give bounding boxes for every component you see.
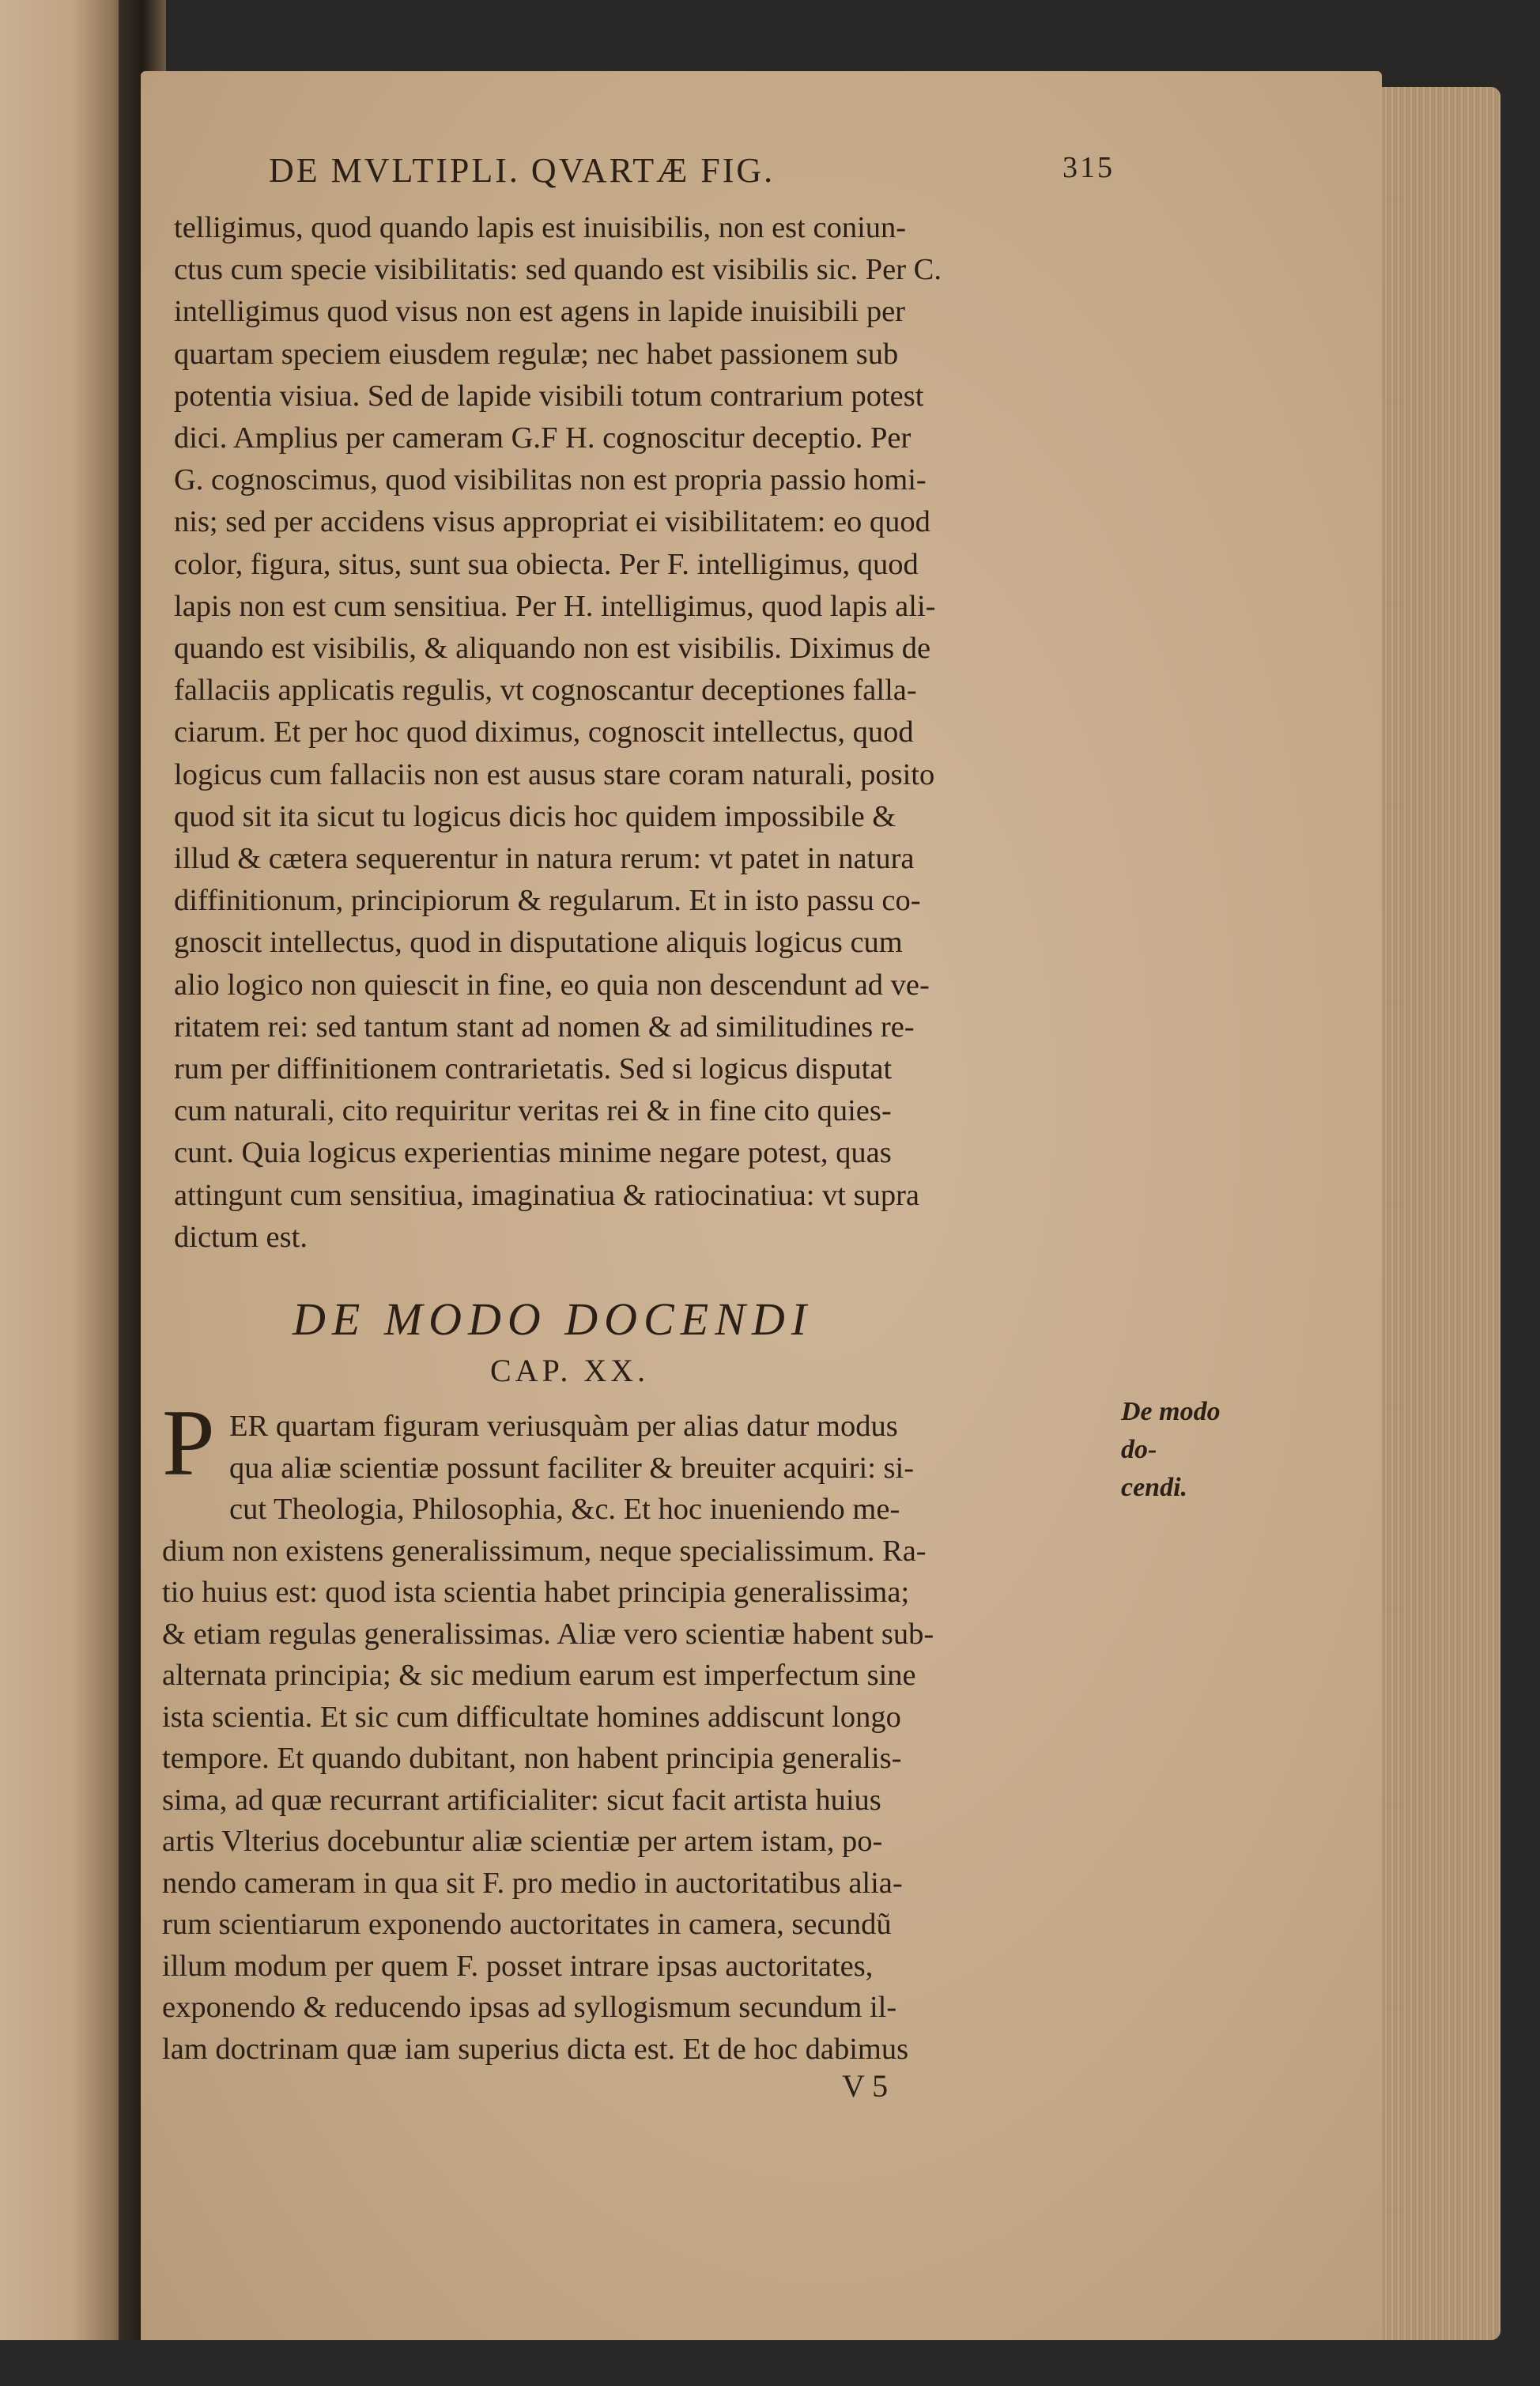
running-title: DE MVLTIPLI. QVARTÆ FIG. (269, 151, 776, 190)
text-line: quando est visibilis, & aliquando non est visibilis. Diximus de (174, 632, 931, 665)
text-line: ritatem rei: sed tantum stant ad nomen & ad similitudines re- (174, 1010, 915, 1044)
bottom-shadow (0, 2340, 1540, 2386)
text-line: fallaciis applicatis regulis, vt cognoscantur deceptiones falla- (174, 674, 917, 708)
text-line: nendo cameram in qua sit F. pro medio in auctoritatibus alia- (162, 1866, 903, 1900)
text-line: ctus cum specie visibilitatis: sed quando est visibilis sic. Per C. (174, 253, 942, 287)
text-line: tempore. Et quando dubitant, non habent principia generalis- (162, 1742, 902, 1775)
text-line: logicus cum fallaciis non est ausus stare coram naturali, posito (174, 757, 935, 791)
running-header (269, 150, 1115, 198)
text-line: gnoscit intellectus, quod in disputatione aliquis logicus cum (174, 926, 903, 960)
page-number: 315 (1063, 151, 1115, 184)
text-line: G. cognoscimus, quod visibilitas non est propria passio homi- (174, 463, 927, 497)
text-line: ista scientia. Et sic cum difficultate homines addiscunt longo (162, 1700, 901, 1734)
margin-note-line: De modo do- (1121, 1397, 1221, 1464)
chapter-title: DE MODO DOCENDI (293, 1293, 813, 1345)
text-line: quartam speciem eiusdem regulæ; nec habet passionem sub (174, 337, 899, 371)
text-line: intelligimus quod visus non est agens in lapide inuisibili per (174, 295, 905, 329)
text-line: & etiam regulas generalissimas. Aliæ vero scientiæ habent sub- (162, 1617, 934, 1651)
text-line: exponendo & reducendo ipsas ad syllogismum secundum il- (162, 1991, 897, 2024)
text-line: quod sit ita sicut tu logicus dicis hoc quidem impossibile & (174, 799, 896, 833)
text-line: cunt. Quia logicus experientias minime negare potest, quas (174, 1136, 892, 1170)
text-line: cum naturali, cito requiritur veritas rei & in fine cito quies- (174, 1094, 892, 1128)
text-line: qua aliæ scientiæ possunt faciliter & breuiter acquiri: si- (229, 1451, 915, 1485)
drop-cap: P (162, 1390, 215, 1495)
text-line: attingunt cum sensitiua, imaginatiua & ratiocinatiua: vt supra (174, 1178, 920, 1212)
text-line: alio logico non quiescit in fine, eo quia non descendunt ad ve- (174, 968, 930, 1002)
text-line: ER quartam figuram veriusquàm per alias datur modus (229, 1410, 898, 1443)
text-line: dium non existens generalissimum, neque specialissimum. Ra- (162, 1534, 927, 1568)
margin-note-line: cendi. (1121, 1473, 1188, 1502)
text-line: telligimus, quod quando lapis est inuisibilis, non est coniun- (174, 211, 907, 244)
text-line: rum scientiarum exponendo auctoritates in camera, secundũ (162, 1908, 892, 1941)
text-line: alternata principia; & sic medium earum est imperfectum sine (162, 1659, 916, 1692)
margin-note (1121, 1393, 1247, 1507)
text-line: artis Vlterius docebuntur aliæ scientiæ per artem istam, po- (162, 1825, 883, 1858)
text-line: illud & cætera sequerentur in natura rerum: vt patet in natura (174, 842, 915, 875)
text-line: lapis non est cum sensitiua. Per H. intelligimus, quod lapis ali- (174, 589, 936, 623)
text-line: cut Theologia, Philosophia, &c. Et hoc inueniendo me- (229, 1493, 900, 1526)
text-line: tio huius est: quod ista scientia habet principia generalissima; (162, 1576, 910, 1609)
text-line: rum per diffinitionem contrarietatis. Sed si logicus disputat (174, 1052, 893, 1085)
text-line: potentia visiua. Sed de lapide visibili totum contrarium potest (174, 379, 924, 413)
text-line: color, figura, situs, sunt sua obiecta. Per F. intelligimus, quod (174, 547, 919, 581)
left-facing-page (0, 0, 133, 2340)
text-line: nis; sed per accidens visus appropriat ei visibilitatem: eo quod (174, 505, 930, 539)
chapter-number: CAP. XX. (490, 1353, 650, 1388)
text-line: illum modum per quem F. posset intrare ipsas auctoritates, (162, 1949, 874, 1983)
text-line: ciarum. Et per hoc quod diximus, cognoscit intellectus, quod (174, 715, 914, 749)
signature-mark: V 5 (842, 2068, 889, 2104)
text-line: sima, ad quæ recurrant artificialiter: sicut facit artista huius (162, 1783, 881, 1817)
text-line: lam doctrinam quæ iam superius dicta est. Et de hoc dabimus (162, 2032, 909, 2066)
page-edges (1382, 87, 1500, 2340)
text-line: dictum est. (174, 1220, 308, 1254)
text-line: dici. Amplius per cameram G.F H. cognoscitur deceptio. Per (174, 421, 912, 455)
text-line: diffinitionum, principiorum & regularum. Et in isto passu co- (174, 884, 921, 918)
